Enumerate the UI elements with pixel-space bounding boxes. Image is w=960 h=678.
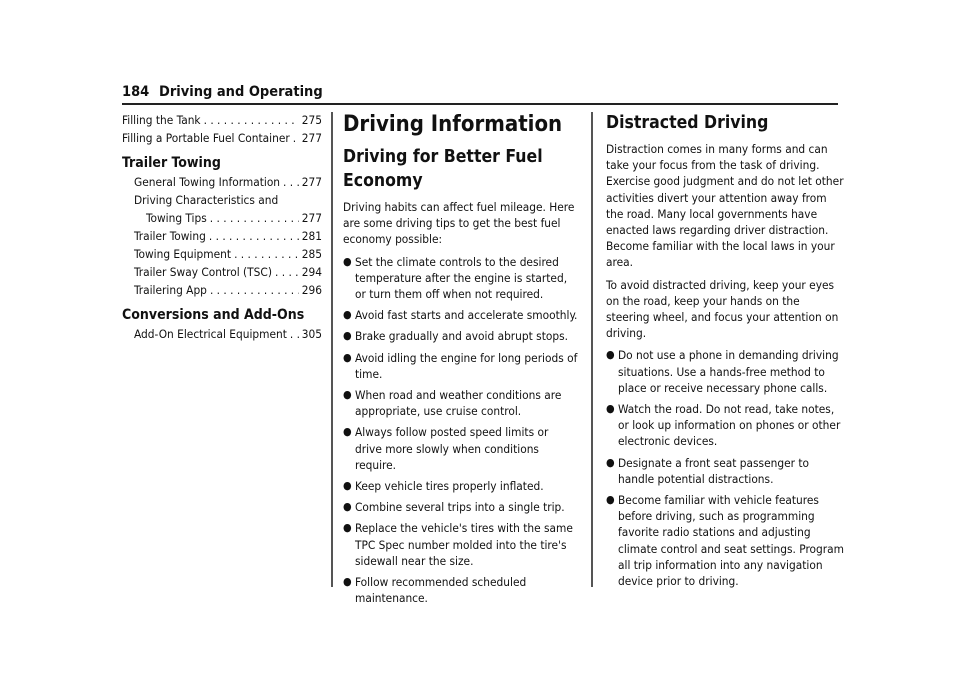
section-title: Driving and Operating — [159, 84, 323, 100]
page-header — [122, 84, 838, 104]
list-item: ● Replace the vehicle's tires with the same TPC Spec number molded into the tire's sidewall near the size. — [343, 521, 573, 568]
toc-entry[interactable]: Filling the Tank . . . 275 — [122, 111, 322, 129]
distraction-tips-list — [606, 347, 844, 589]
toc-heading-trailer-towing[interactable]: Trailer Towing — [122, 155, 221, 171]
page-number: 184 — [122, 84, 150, 100]
list-item: ● Brake gradually and avoid abrupt stops. — [343, 329, 568, 344]
paragraph: To avoid distracted driving, keep your eyes on the road, keep your hands on the steering wheel, and focus your attention on driving. — [606, 277, 839, 341]
column-divider-right — [591, 112, 593, 587]
column-divider-left — [331, 112, 333, 587]
toc-column — [122, 111, 322, 343]
toc-entry[interactable]: Filling a Portable Fuel Container . . . 277 — [122, 129, 322, 147]
bullet-icon: ● — [343, 500, 352, 514]
section-heading: Driving Information — [343, 112, 563, 137]
bullet-icon: ● — [343, 329, 352, 343]
list-item: ● Avoid fast starts and accelerate smoothly. — [343, 308, 578, 323]
bullet-icon: ● — [343, 425, 352, 439]
bullet-icon: ● — [606, 455, 615, 469]
list-item: ● When road and weather conditions are appropriate, use cruise control. — [343, 388, 562, 419]
list-item: ● Keep vehicle tires properly inflated. — [343, 479, 544, 494]
bullet-icon: ● — [606, 348, 615, 362]
header-rule — [122, 103, 838, 105]
bullet-icon: ● — [343, 479, 352, 493]
list-item: ● Combine several trips into a single trip. — [343, 500, 565, 515]
toc-entry[interactable]: Trailer Sway Control (TSC) . . . 294 — [122, 263, 322, 281]
list-item: ● Become familiar with vehicle features before driving, such as programming favorite radio stations and adjusting climate control and seat settings. Program all trip information into any navigation device prior to driving. — [606, 493, 844, 589]
toc-entry[interactable]: Trailer Towing . . . 281 — [122, 227, 322, 245]
distracted-driving-column — [606, 111, 844, 594]
paragraph: Distraction comes in many forms and can take your focus from the task of driving. Exercise good judgment and do not let other activities divert your attention away from the road. Many local governments have enacted laws regarding driver distraction. Become familiar with the local laws in your area. — [606, 142, 844, 270]
toc-entry[interactable]: General Towing Information . . . 277 — [122, 173, 322, 191]
section-heading: Distracted Driving — [606, 113, 769, 133]
bullet-icon: ● — [343, 350, 352, 364]
list-item: ● Avoid idling the engine for long periods of time. — [343, 350, 578, 381]
list-item: ● Set the climate controls to the desired temperature after the engine is started, or turn them off when not required. — [343, 254, 568, 302]
intro-paragraph: Driving habits can affect fuel mileage. Here are some driving tips to get the best fuel economy possible: — [343, 200, 575, 247]
toc-entry[interactable]: Trailering App . . . 296 — [122, 281, 322, 299]
list-item: ● Always follow posted speed limits or drive more slowly when conditions require. — [343, 425, 549, 472]
list-item: ● Follow recommended scheduled maintenance. — [343, 575, 527, 606]
list-item: ● Watch the road. Do not read, take notes, or look up information on phones or other electronic devices. — [606, 402, 841, 449]
toc-entry[interactable]: Add-On Electrical Equipment . . . 305 — [122, 325, 322, 343]
bullet-icon: ● — [343, 308, 352, 322]
toc-entry[interactable]: Towing Equipment . . . 285 — [122, 245, 322, 263]
toc-entry-line[interactable]: Driving Characteristics and — [134, 193, 279, 207]
bullet-icon: ● — [343, 575, 352, 589]
toc-entry[interactable]: Towing Tips . . . 277 — [122, 209, 322, 227]
subsection-heading: Driving for Better Fuel Economy — [343, 147, 543, 191]
list-item: ● Do not use a phone in demanding driving situations. Use a hands-free method to place or receive necessary phone calls. — [606, 348, 839, 395]
fuel-tips-list — [343, 254, 578, 607]
list-item: ● Designate a front seat passenger to handle potential distractions. — [606, 455, 809, 486]
bullet-icon: ● — [343, 521, 352, 535]
driving-information-column — [343, 111, 578, 611]
bullet-icon: ● — [606, 402, 615, 416]
bullet-icon: ● — [606, 493, 615, 507]
bullet-icon: ● — [343, 254, 352, 268]
toc-heading-conversions[interactable]: Conversions and Add-Ons — [122, 307, 305, 323]
bullet-icon: ● — [343, 388, 352, 402]
